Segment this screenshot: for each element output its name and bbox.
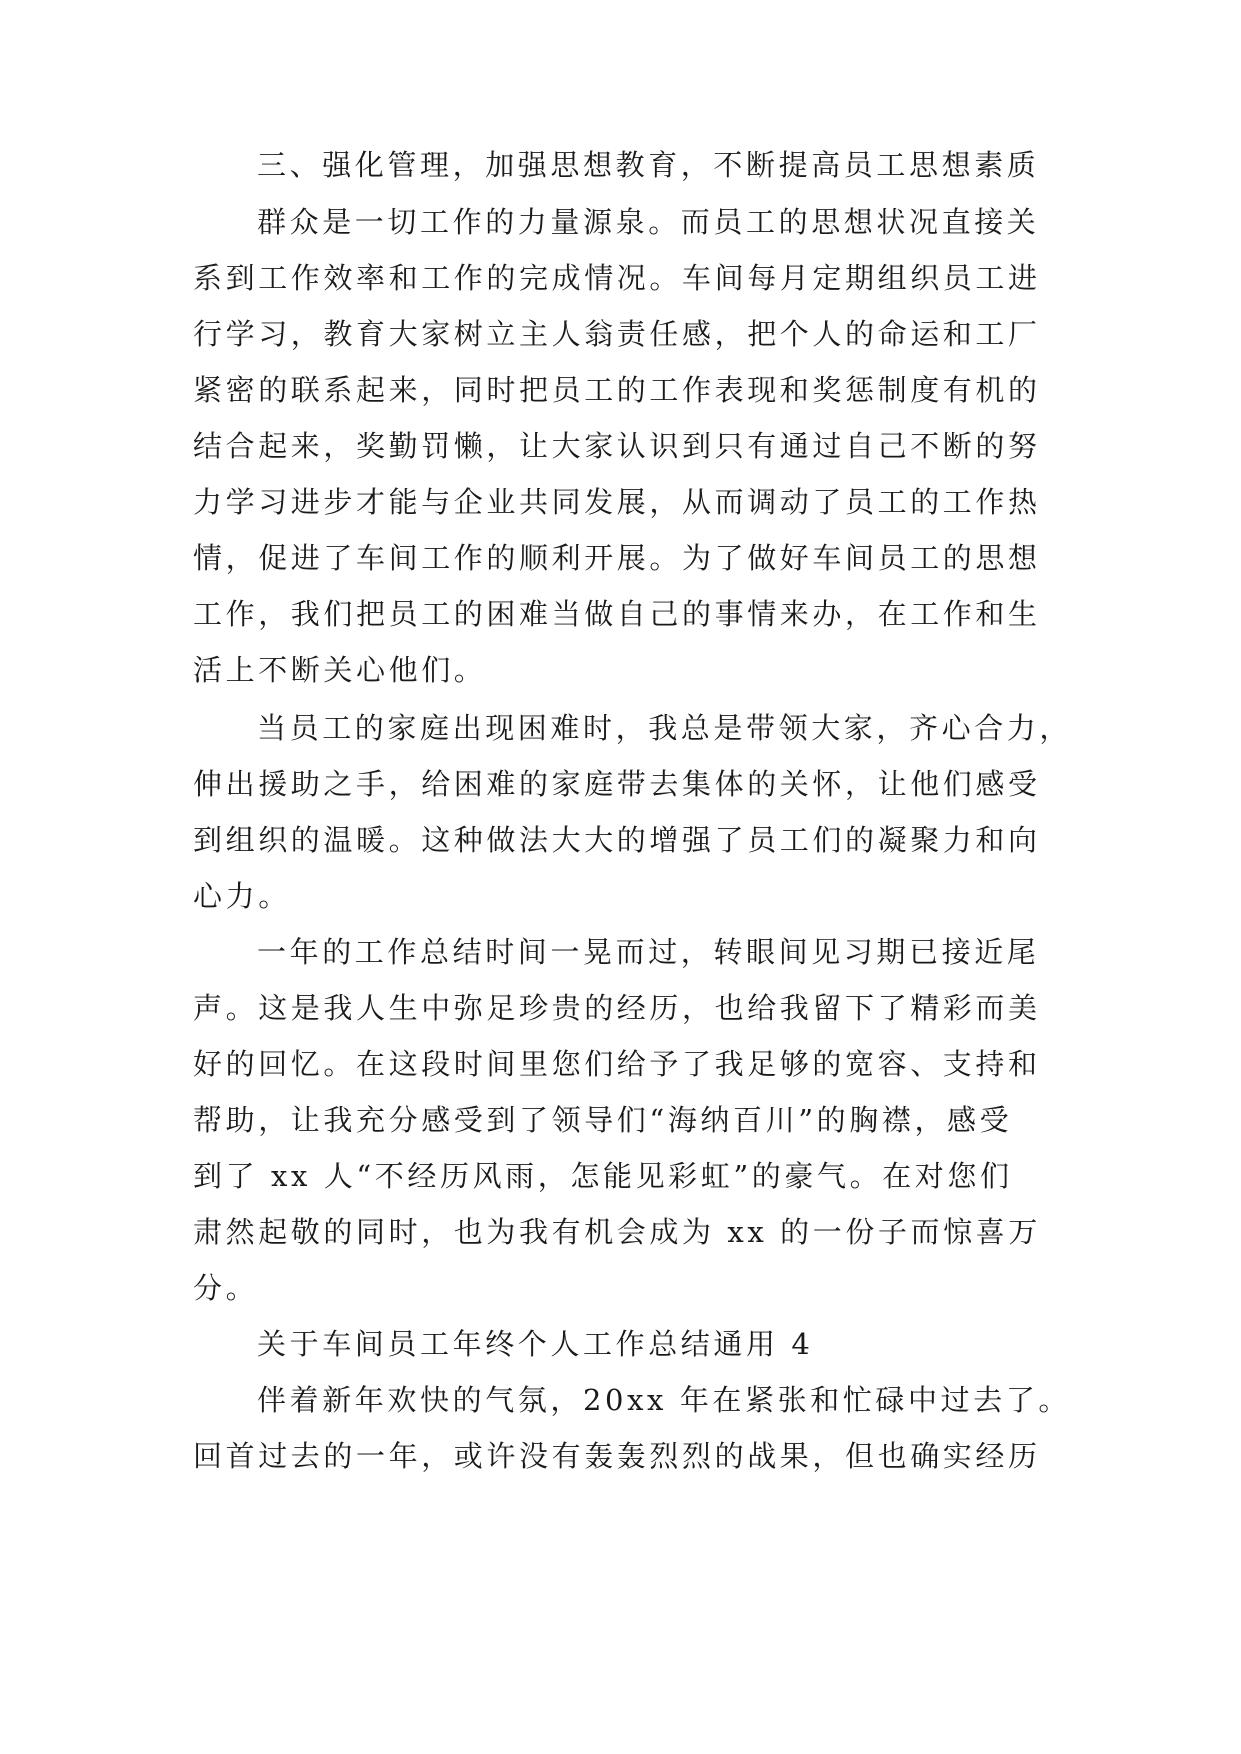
paragraph-line: 分。 — [193, 1271, 259, 1305]
paragraph-line: 工作，我们把员工的困难当做自己的事情来办，在工作和生 — [193, 597, 1041, 631]
paragraph-line: 好的回忆。在这段时间里您们给予了我足够的宽容、支持和 — [193, 1047, 1041, 1081]
paragraph-line: 群众是一切工作的力量源泉。而员工的思想状况直接关 — [257, 205, 1040, 239]
article-title: 关于车间员工年终个人工作总结通用 4 — [257, 1327, 814, 1361]
paragraph-line: 情，促进了车间工作的顺利开展。为了做好车间员工的思想 — [193, 541, 1041, 575]
section-heading: 三、强化管理，加强思想教育，不断提高员工思想素质 — [257, 148, 1040, 182]
paragraph-line: 系到工作效率和工作的完成情况。车间每月定期组织员工进 — [193, 261, 1041, 295]
paragraph-line: 力学习进步才能与企业共同发展，从而调动了员工的工作热 — [193, 485, 1041, 519]
paragraph-line: 一年的工作总结时间一晃而过，转眼间见习期已接近尾 — [257, 935, 1040, 969]
paragraph-line: 伸出援助之手，给困难的家庭带去集体的关怀，让他们感受 — [193, 767, 1041, 801]
paragraph-line: 当员工的家庭出现困难时，我总是带领大家，齐心合力， — [257, 711, 1073, 745]
paragraph-line: 行学习，教育大家树立主人翁责任感，把个人的命运和工厂 — [193, 317, 1041, 351]
paragraph-line: 紧密的联系起来，同时把员工的工作表现和奖惩制度有机的 — [193, 373, 1041, 407]
paragraph-line: 到了 xx 人“不经历风雨，怎能见彩虹”的豪气。在对您们 — [193, 1159, 1013, 1193]
paragraph-line: 到组织的温暖。这种做法大大的增强了员工们的凝聚力和向 — [193, 823, 1041, 857]
paragraph-line: 伴着新年欢快的气氛，20xx 年在紧张和忙碌中过去了。 — [257, 1383, 1072, 1417]
paragraph-line: 肃然起敬的同时，也为我有机会成为 xx 的一份子而惊喜万 — [193, 1215, 1041, 1249]
paragraph-line: 帮助，让我充分感受到了领导们“海纳百川”的胸襟，感受 — [193, 1103, 1013, 1137]
paragraph-line: 心力。 — [193, 879, 291, 913]
paragraph-line: 结合起来，奖勤罚懒，让大家认识到只有通过自己不断的努 — [193, 429, 1041, 463]
paragraph-line: 声。这是我人生中弥足珍贵的经历，也给我留下了精彩而美 — [193, 991, 1041, 1025]
paragraph-line: 活上不断关心他们。 — [193, 653, 487, 687]
paragraph-line: 回首过去的一年，或许没有轰轰烈烈的战果，但也确实经历 — [193, 1439, 1041, 1473]
